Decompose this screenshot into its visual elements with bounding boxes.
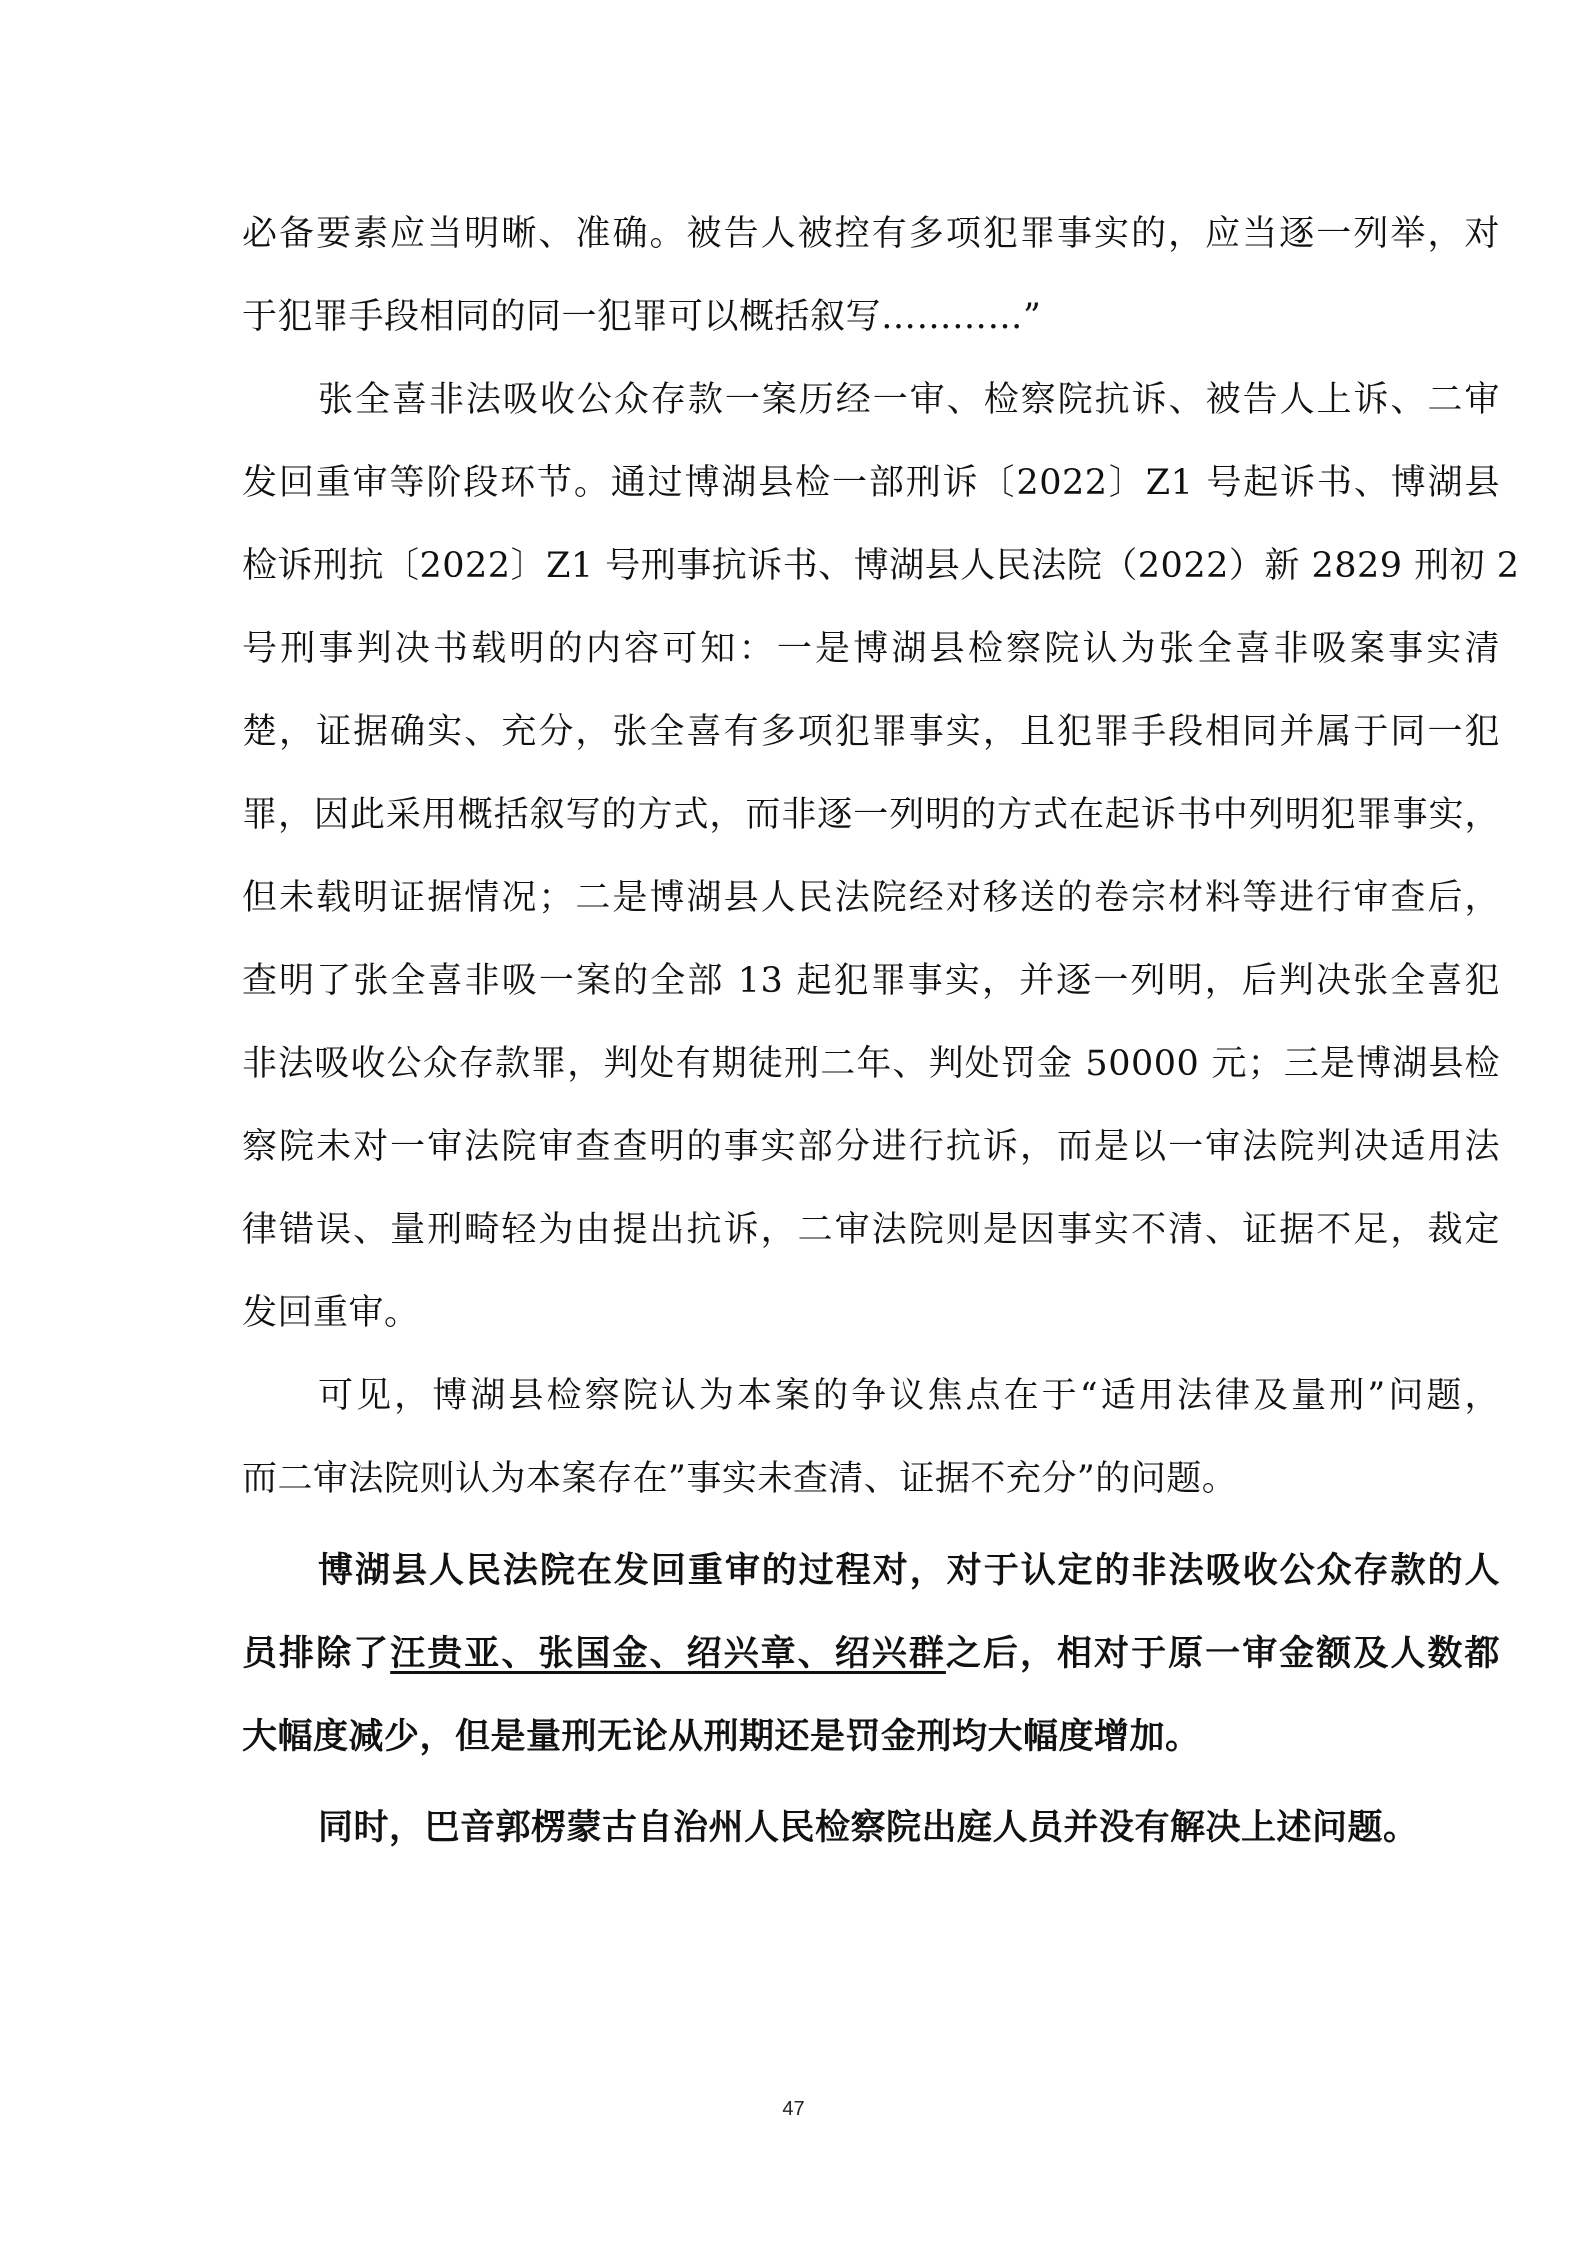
text-line: 楚，证据确实、充分，张全喜有多项犯罪事实，且犯罪手段相同并属于同一犯 xyxy=(242,712,1500,752)
bold-paragraph-start-line: 博湖县人民法院在发回重审的过程对，对于认定的非法吸收公众存款的人 xyxy=(318,1550,1500,1591)
paragraph-start-line: 可见，博湖县检察院认为本案的争议焦点在于“适用法律及量刑”问题， xyxy=(318,1376,1500,1416)
text-line: 于犯罪手段相同的同一犯罪可以概括叙写…………” xyxy=(242,297,1042,337)
bold-text-line: 大幅度减少，但是量刑无论从刑期还是罚金刑均大幅度增加。 xyxy=(242,1716,1201,1757)
underlined-names: 汪贵亚、张国金、绍兴章、绍兴群 xyxy=(390,1633,946,1674)
text-line: 必备要素应当明晰、准确。被告人被控有多项犯罪事实的，应当逐一列举，对 xyxy=(242,214,1500,254)
page-number: 47 xyxy=(782,2098,805,2120)
text-line: 检诉刑抗〔2022〕Z1 号刑事抗诉书、博湖县人民法院（2022）新 2829 刑初 2 xyxy=(242,546,1520,586)
bold-paragraph-line: 同时，巴音郭楞蒙古自治州人民检察院出庭人员并没有解决上述问题。 xyxy=(318,1807,1419,1848)
bold-text-fragment: 员排除了 xyxy=(242,1633,391,1674)
text-line: 罪，因此采用概括叙写的方式，而非逐一列明的方式在起诉书中列明犯罪事实， xyxy=(242,795,1500,835)
paragraph-start-line: 张全喜非法吸收公众存款一案历经一审、检察院抗诉、被告人上诉、二审 xyxy=(318,380,1500,420)
text-line: 律错误、量刑畸轻为由提出抗诉，二审法院则是因事实不清、证据不足，裁定 xyxy=(242,1210,1500,1250)
text-line: 号刑事判决书载明的内容可知：一是博湖县检察院认为张全喜非吸案事实清 xyxy=(242,629,1500,669)
text-line: 查明了张全喜非吸一案的全部 13 起犯罪事实，并逐一列明，后判决张全喜犯 xyxy=(242,961,1500,1001)
bold-text-fragment: 之后，相对于原一审金额及人数都 xyxy=(945,1633,1500,1674)
text-line: 而二审法院则认为本案存在”事实未查清、证据不充分”的问题。 xyxy=(242,1459,1238,1499)
text-line: 发回重审。 xyxy=(242,1293,420,1333)
bold-text-line-with-underline xyxy=(242,1624,1500,1684)
text-line: 发回重审等阶段环节。通过博湖县检一部刑诉〔2022〕Z1 号起诉书、博湖县 xyxy=(242,463,1500,503)
text-line: 察院未对一审法院审查查明的事实部分进行抗诉，而是以一审法院判决适用法 xyxy=(242,1127,1500,1167)
text-line: 但未载明证据情况；二是博湖县人民法院经对移送的卷宗材料等进行审查后， xyxy=(242,878,1500,918)
text-line: 非法吸收公众存款罪，判处有期徒刑二年、判处罚金 50000 元；三是博湖县检 xyxy=(242,1044,1500,1084)
